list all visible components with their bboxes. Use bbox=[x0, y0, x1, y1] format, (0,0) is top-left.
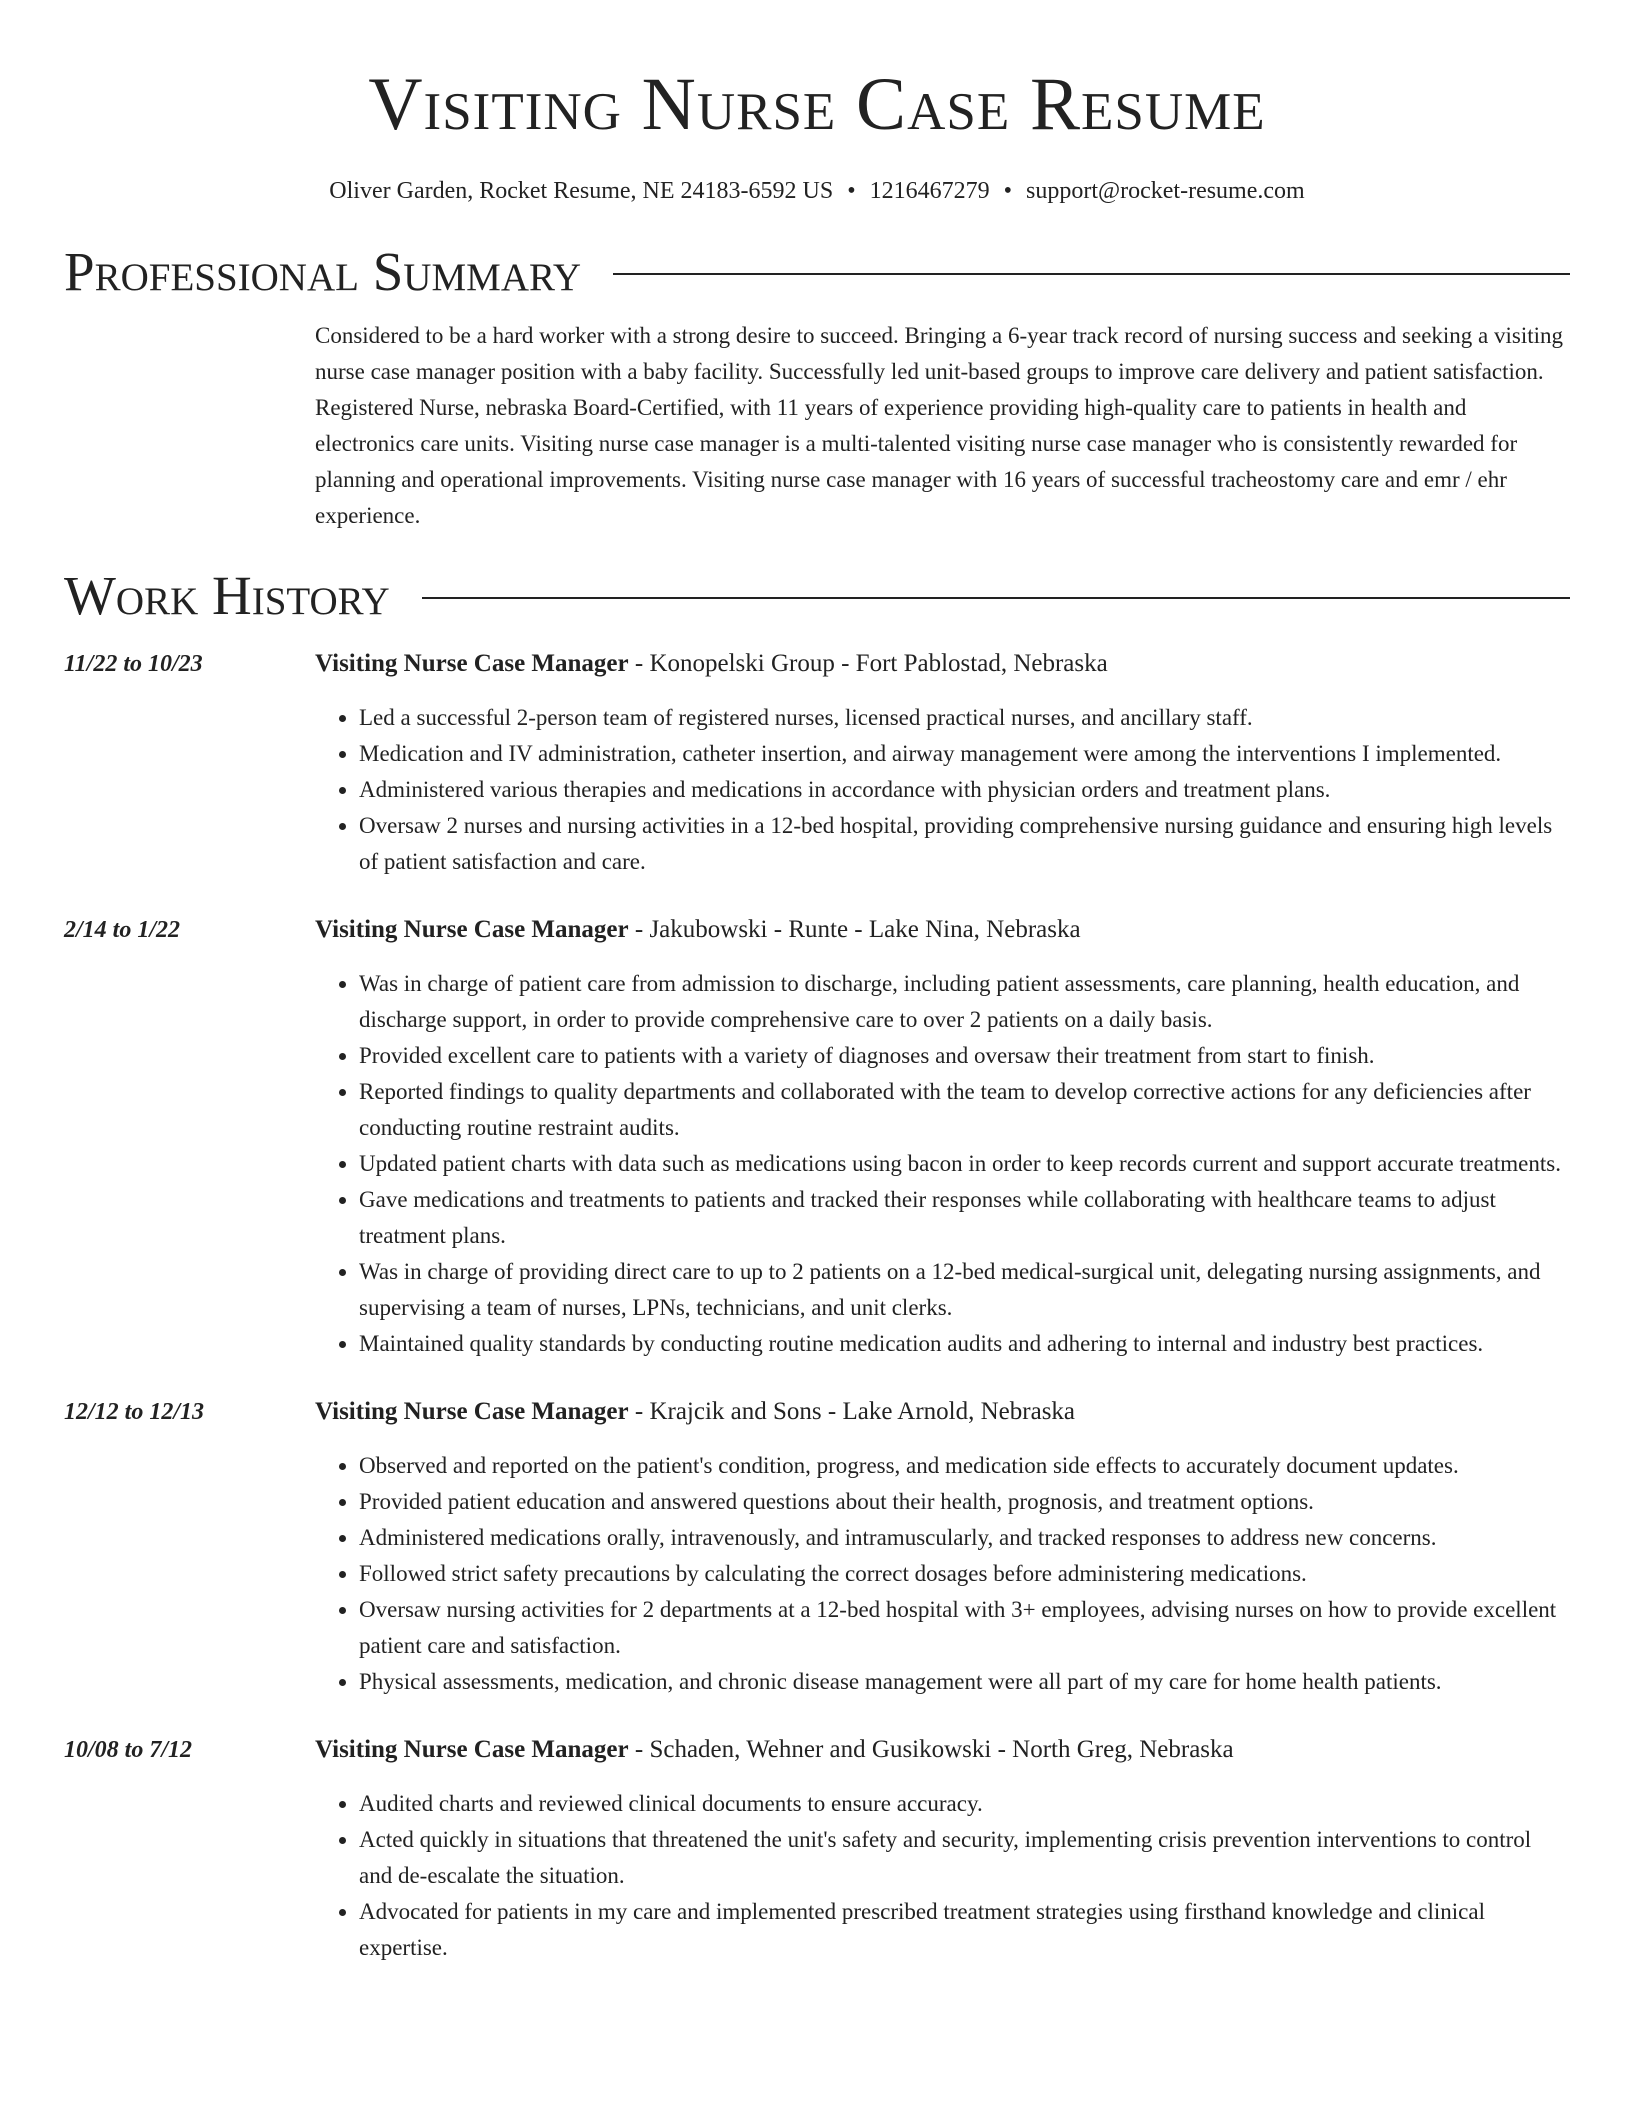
job-bullets bbox=[315, 966, 1570, 1362]
job-bullet: • Updated patient charts with data such as medications using bacon in order to keep records current and support accurate treatments. bbox=[359, 1146, 1570, 1182]
job-bullet: • Maintained quality standards by conducting routine medication audits and adhering to internal and industry best practices. bbox=[359, 1326, 1570, 1362]
job-heading bbox=[315, 646, 1570, 682]
job-employer-location: - Konopelski Group - Fort Pablostad, Nebraska bbox=[628, 650, 1108, 677]
job-employer-location: - Jakubowski - Runte - Lake Nina, Nebraska bbox=[628, 916, 1081, 943]
job-bullet: • Provided patient education and answered questions about their health, prognosis, and treatment options. bbox=[359, 1484, 1570, 1520]
job-bullet: • Oversaw 2 nurses and nursing activities in a 12-bed hospital, providing comprehensive nursing guidance and ensuring high levels of patient satisfaction and care. bbox=[359, 808, 1570, 880]
resume-title: Visiting Nurse Case Resume bbox=[368, 63, 1266, 146]
job-dates: 12/12 to 12/13 bbox=[64, 1399, 205, 1425]
job-position: Visiting Nurse Case Manager bbox=[315, 916, 629, 943]
job-dates: 11/22 to 10/23 bbox=[64, 651, 203, 677]
job-entry bbox=[64, 646, 1570, 880]
job-dates: 2/14 to 1/22 bbox=[64, 917, 181, 943]
job-bullet: • Physical assessments, medication, and chronic disease management were all part of my care for home health patients. bbox=[359, 1664, 1570, 1700]
summary-section-title: Professional Summary bbox=[64, 241, 582, 302]
section-divider bbox=[422, 597, 1570, 599]
job-body bbox=[315, 1394, 1570, 1700]
job-body bbox=[315, 646, 1570, 880]
job-heading bbox=[315, 1732, 1570, 1768]
job-bullet: • Audited charts and reviewed clinical documents to ensure accuracy. bbox=[359, 1786, 1570, 1822]
job-heading bbox=[315, 912, 1570, 948]
job-position: Visiting Nurse Case Manager bbox=[315, 1398, 629, 1425]
job-bullets bbox=[315, 1448, 1570, 1700]
job-bullet: • Reported findings to quality departments and collaborated with the team to develop corrective actions for any deficiencies after conducting routine restraint audits. bbox=[359, 1074, 1570, 1146]
job-entry bbox=[64, 1732, 1570, 1966]
contact-separator: • bbox=[1003, 178, 1013, 204]
job-dates: 10/08 to 7/12 bbox=[64, 1737, 193, 1763]
job-bullet: • Administered medications orally, intravenously, and intramuscularly, and tracked responses to address new concerns. bbox=[359, 1520, 1570, 1556]
job-bullet: • Observed and reported on the patient's condition, progress, and medication side effects to accurately document updates. bbox=[359, 1448, 1570, 1484]
job-bullet: • Acted quickly in situations that threatened the unit's safety and security, implementing crisis prevention interventions to control and de-escalate the situation. bbox=[359, 1822, 1570, 1894]
contact-email: support@rocket-resume.com bbox=[1026, 178, 1305, 204]
job-bullets bbox=[315, 1786, 1570, 1966]
job-entry bbox=[64, 1394, 1570, 1700]
resume-page bbox=[64, 0, 1570, 1966]
job-heading bbox=[315, 1394, 1570, 1430]
job-employer-location: - Schaden, Wehner and Gusikowski - North Greg, Nebraska bbox=[628, 1736, 1234, 1763]
summary-text: Considered to be a hard worker with a strong desire to succeed. Bringing a 6-year track record of nursing success and seeking a visiting nurse case manager position with a baby facility. Successfully led unit-based groups to improve care delivery and patient satisfaction. Registered Nurse, nebraska Board-Certified, with 11 years of experience providing high-quality care to patients in health and electronics care units. Visiting nurse case manager is a multi-talented visiting nurse case manager who is consistently rewarded for planning and operational improvements. Visiting nurse case manager with 16 years of successful tracheostomy care and emr / ehr experience. bbox=[315, 323, 1564, 528]
job-bullet: • Followed strict safety precautions by calculating the correct dosages before administering medications. bbox=[359, 1556, 1570, 1592]
job-bullet: • Led a successful 2-person team of registered nurses, licensed practical nurses, and ancillary staff. bbox=[359, 700, 1570, 736]
contact-line bbox=[64, 174, 1570, 208]
job-bullet: • Gave medications and treatments to patients and tracked their responses while collaborating with healthcare teams to adjust treatment plans. bbox=[359, 1182, 1570, 1254]
job-entry bbox=[64, 912, 1570, 1362]
job-bullet: • Oversaw nursing activities for 2 departments at a 12-bed hospital with 3+ employees, advising nurses on how to provide excellent patient care and satisfaction. bbox=[359, 1592, 1570, 1664]
job-body bbox=[315, 912, 1570, 1362]
summary-section-header bbox=[64, 240, 1570, 304]
job-bullet: • Medication and IV administration, catheter insertion, and airway management were among the interventions I implemented. bbox=[359, 736, 1570, 772]
job-position: Visiting Nurse Case Manager bbox=[315, 650, 629, 677]
job-employer-location: - Krajcik and Sons - Lake Arnold, Nebraska bbox=[628, 1398, 1076, 1425]
job-bullet: • Administered various therapies and medications in accordance with physician orders and treatment plans. bbox=[359, 772, 1570, 808]
work-section-header bbox=[64, 564, 1570, 628]
work-history-list bbox=[64, 646, 1570, 1966]
contact-phone: 1216467279 bbox=[869, 178, 990, 204]
job-bullet: • Was in charge of providing direct care to up to 2 patients on a 12-bed medical-surgical unit, delegating nursing assignments, and supervising a team of nurses, LPNs, technicians, and unit clerks. bbox=[359, 1254, 1570, 1326]
job-bullet: • Was in charge of patient care from admission to discharge, including patient assessments, care planning, health education, and discharge support, in order to provide comprehensive care to over 2 patients on a daily basis. bbox=[359, 966, 1570, 1038]
job-bullet: • Provided excellent care to patients with a variety of diagnoses and oversaw their treatment from start to finish. bbox=[359, 1038, 1570, 1074]
contact-address: Oliver Garden, Rocket Resume, NE 24183-6592 US bbox=[329, 178, 834, 204]
job-position: Visiting Nurse Case Manager bbox=[315, 1736, 629, 1763]
contact-separator: • bbox=[847, 178, 856, 204]
work-section-title: Work History bbox=[64, 565, 390, 626]
job-bullets bbox=[315, 700, 1570, 880]
job-bullet: • Advocated for patients in my care and implemented prescribed treatment strategies using firsthand knowledge and clinical expertise. bbox=[359, 1894, 1570, 1966]
job-body bbox=[315, 1732, 1570, 1966]
section-divider bbox=[613, 273, 1570, 275]
